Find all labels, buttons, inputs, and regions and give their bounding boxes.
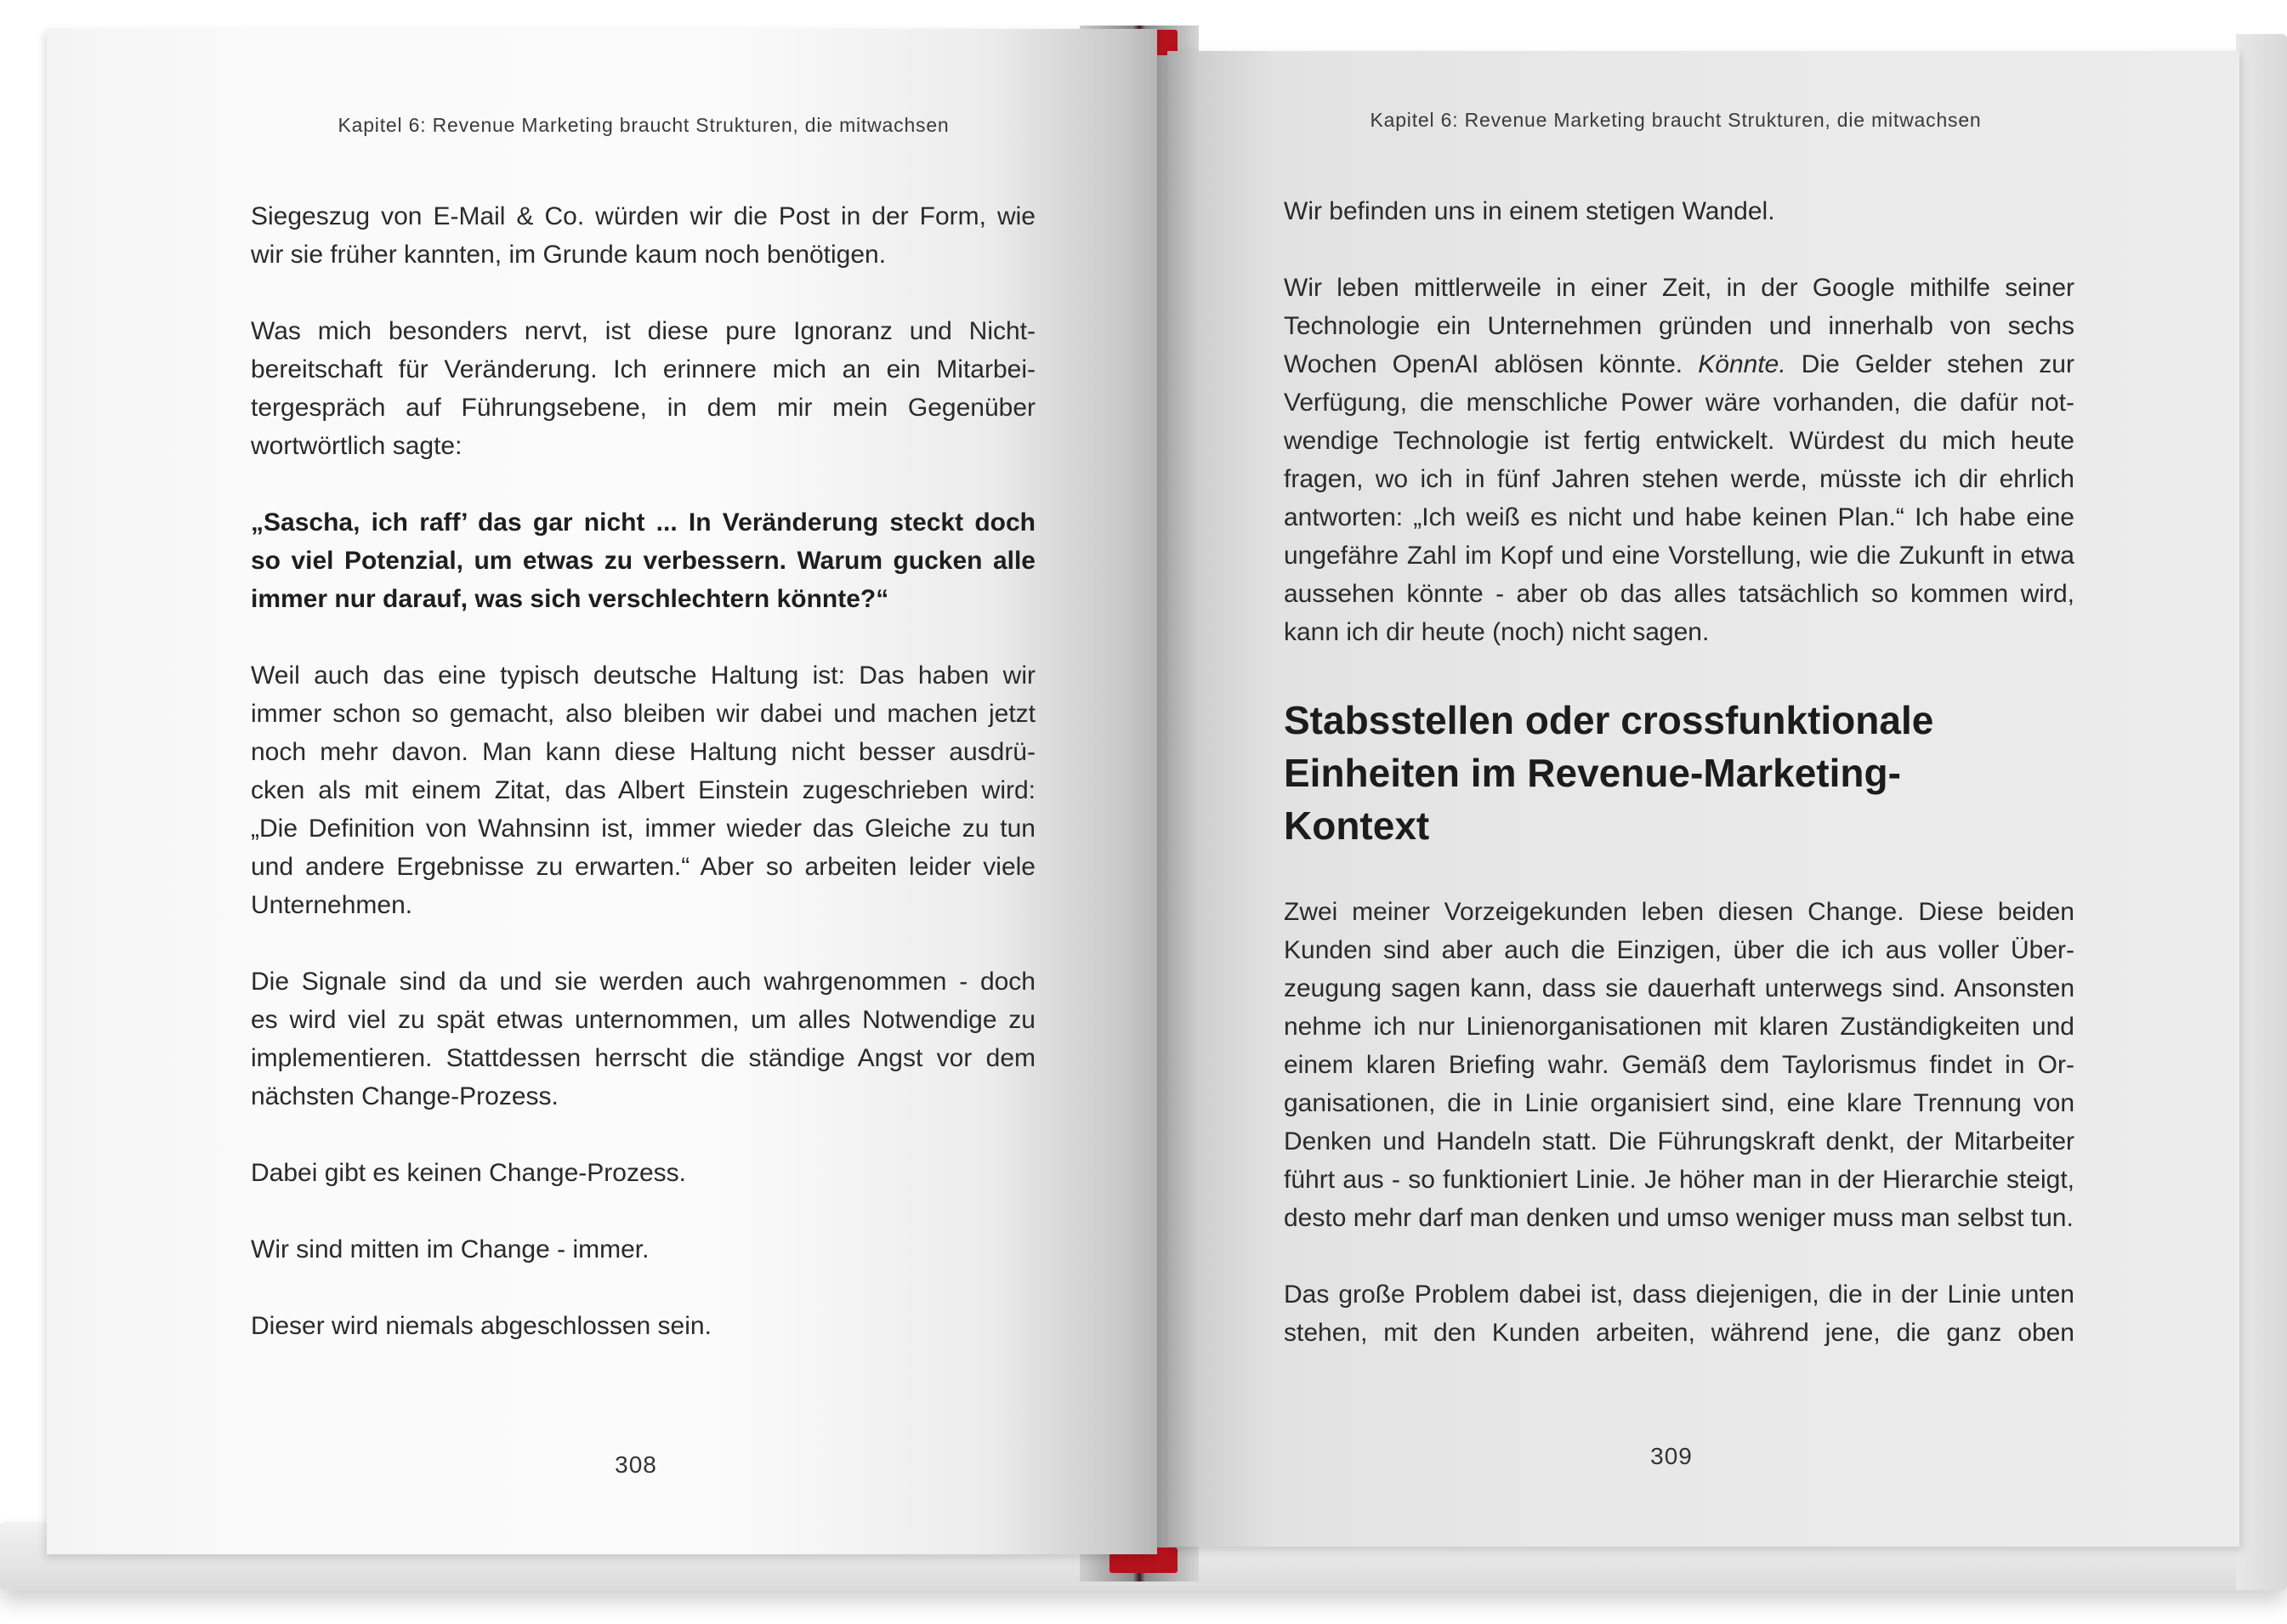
page-number: 309 [1650, 1443, 1693, 1469]
text-line: stehen, mit den Kunden arbeiten, während jene, die ganz oben [1284, 1319, 2074, 1347]
paragraph [251, 962, 1036, 1116]
text-line: Wir befinden uns in einem stetigen Wandel. [1284, 197, 1775, 225]
paragraph [1284, 1275, 2074, 1352]
running-header: Kapitel 6: Revenue Marketing braucht Strukturen, die mitwachsen [338, 114, 950, 136]
text-line: Das große Problem dabei ist, dass diejenigen, die in der Linie unten [1284, 1280, 2074, 1309]
paragraph [251, 197, 1036, 274]
text-line: Technologie ein Unternehmen gründen und innerhalb von sechs [1284, 312, 2074, 340]
quote-paragraph [251, 503, 1036, 618]
text-line: Dabei gibt es keinen Change-Prozess. [251, 1159, 686, 1187]
text-line: Stabsstellen oder crossfunktionale [1284, 698, 1934, 742]
text-line: einem klaren Briefing wahr. Gemäß dem Taylorismus findet in Or- [1284, 1051, 2074, 1079]
page-body [1284, 192, 2074, 1390]
text-line: tergespräch auf Führungsebene, in dem mir mein Gegenüber [251, 394, 1036, 422]
text-line: Wir sind mitten im Change - immer. [251, 1235, 650, 1263]
text-line: wortwörtlich sagte: [251, 432, 463, 460]
text-line: Weil auch das eine typisch deutsche Haltung ist: Das haben wir [251, 662, 1036, 690]
text-line: und andere Ergebnisse zu erwarten.“ Aber so arbeiten leider viele [251, 853, 1036, 881]
text-line: zeugung sagen kann, dass sie dauerhaft unterwegs sind. Ansonsten [1284, 974, 2074, 1002]
text-line: ungefähre Zahl im Kopf und eine Vorstellung, wie die Zukunft in etwa [1284, 542, 2074, 570]
text-line: Unternehmen. [251, 891, 413, 919]
paragraph [251, 1230, 1036, 1269]
text-line: antworten: „Ich weiß es nicht und habe keinen Plan.“ Ich habe eine [1284, 503, 2074, 531]
text-line: Zwei meiner Vorzeigekunden leben diesen Change. Diese beiden [1284, 898, 2074, 926]
text-line: Dieser wird niemals abgeschlossen sein. [251, 1312, 712, 1340]
paragraph [251, 1154, 1036, 1192]
text-line: „Die Definition von Wahnsinn ist, immer wieder das Gleiche zu tun [251, 815, 1036, 843]
text-line: wir sie früher kannten, im Grunde kaum noch benötigen. [251, 241, 887, 269]
text-line: fragen, wo ich in fünf Jahren stehen werde, müsste ich dir ehrlich [1284, 465, 2074, 493]
text-line: immer schon so gemacht, also bleiben wir dabei und machen jetzt [251, 700, 1036, 728]
text-line: Kunden sind aber auch die Einzigen, über die ich aus voller Über- [1284, 936, 2074, 964]
paragraph [1284, 269, 2074, 651]
text-line: noch mehr davon. Man kann diese Haltung nicht besser ausdrü- [251, 738, 1036, 766]
right-page [1167, 51, 2239, 1547]
text-line: desto mehr darf man denken und umso weniger muss man selbst tun. [1284, 1204, 2074, 1232]
page-body [251, 197, 1036, 1383]
emphasis: Könnte. [1698, 350, 1786, 378]
text-line: führt aus - so funktioniert Linie. Je höher man in der Hierarchie steigt, [1284, 1166, 2074, 1194]
text-line: aussehen könnte - aber ob das alles tatsächlich so kommen wird, [1284, 580, 2074, 608]
text-line: Was mich besonders nervt, ist diese pure Ignoranz und Nicht- [251, 317, 1036, 345]
text-line: nehme ich nur Linienorganisationen mit klaren Zuständigkeiten und [1284, 1013, 2074, 1041]
text-line: wendige Technologie ist fertig entwickelt. Würdest du mich heute [1284, 427, 2074, 455]
text-line: Verfügung, die menschliche Power wäre vorhanden, die dafür not- [1284, 389, 2074, 417]
text-line: Wir leben mittlerweile in einer Zeit, in der Google mithilfe seiner [1284, 274, 2074, 302]
paragraph [251, 312, 1036, 465]
text-line: so viel Potenzial, um etwas zu verbessern. Warum gucken alle [251, 547, 1036, 575]
paragraph [1284, 192, 2074, 230]
text-line: cken als mit einem Zitat, das Albert Einstein zugeschrieben wird: [251, 776, 1036, 804]
text-line: implementieren. Stattdessen herrscht die ständige Angst vor dem [251, 1044, 1036, 1072]
text-line: „Sascha, ich raff’ das gar nicht ... In Veränderung steckt doch [251, 508, 1036, 537]
text-line: kann ich dir heute (noch) nicht sagen. [1284, 618, 1710, 646]
paragraph [1284, 893, 2074, 1237]
paragraph [251, 1307, 1036, 1345]
text-line: Denken und Handeln statt. Die Führungskraft denkt, der Mitarbeiter [1284, 1127, 2074, 1156]
paragraph [251, 656, 1036, 924]
text-line: immer nur darauf, was sich verschlechtern könnte?“ [251, 585, 889, 613]
text-line: Wochen OpenAI ablösen könnte. Könnte. Die Gelder stehen zur [1284, 350, 2074, 378]
text-line: Einheiten im Revenue-Marketing- [1284, 751, 1901, 795]
left-page [47, 29, 1157, 1554]
book-cover-side [2236, 34, 2287, 1590]
text-line: es wird viel zu spät etwas unternommen, um alles Notwendige zu [251, 1006, 1036, 1034]
text-line: Siegeszug von E-Mail & Co. würden wir die Post in der Form, wie [251, 202, 1036, 230]
text-line: Kontext [1284, 803, 1430, 848]
section-heading [1284, 694, 2074, 852]
text-line: ganisationen, die in Linie organisiert sind, eine klare Trennung von [1284, 1089, 2074, 1117]
text-line: Die Signale sind da und sie werden auch wahrgenommen - doch [251, 968, 1036, 996]
text-line: nächsten Change-Prozess. [251, 1082, 559, 1110]
text-line: bereitschaft für Veränderung. Ich erinnere mich an ein Mitarbei- [251, 355, 1036, 383]
running-header: Kapitel 6: Revenue Marketing braucht Strukturen, die mitwachsen [1370, 109, 1982, 131]
page-number: 308 [615, 1451, 657, 1478]
